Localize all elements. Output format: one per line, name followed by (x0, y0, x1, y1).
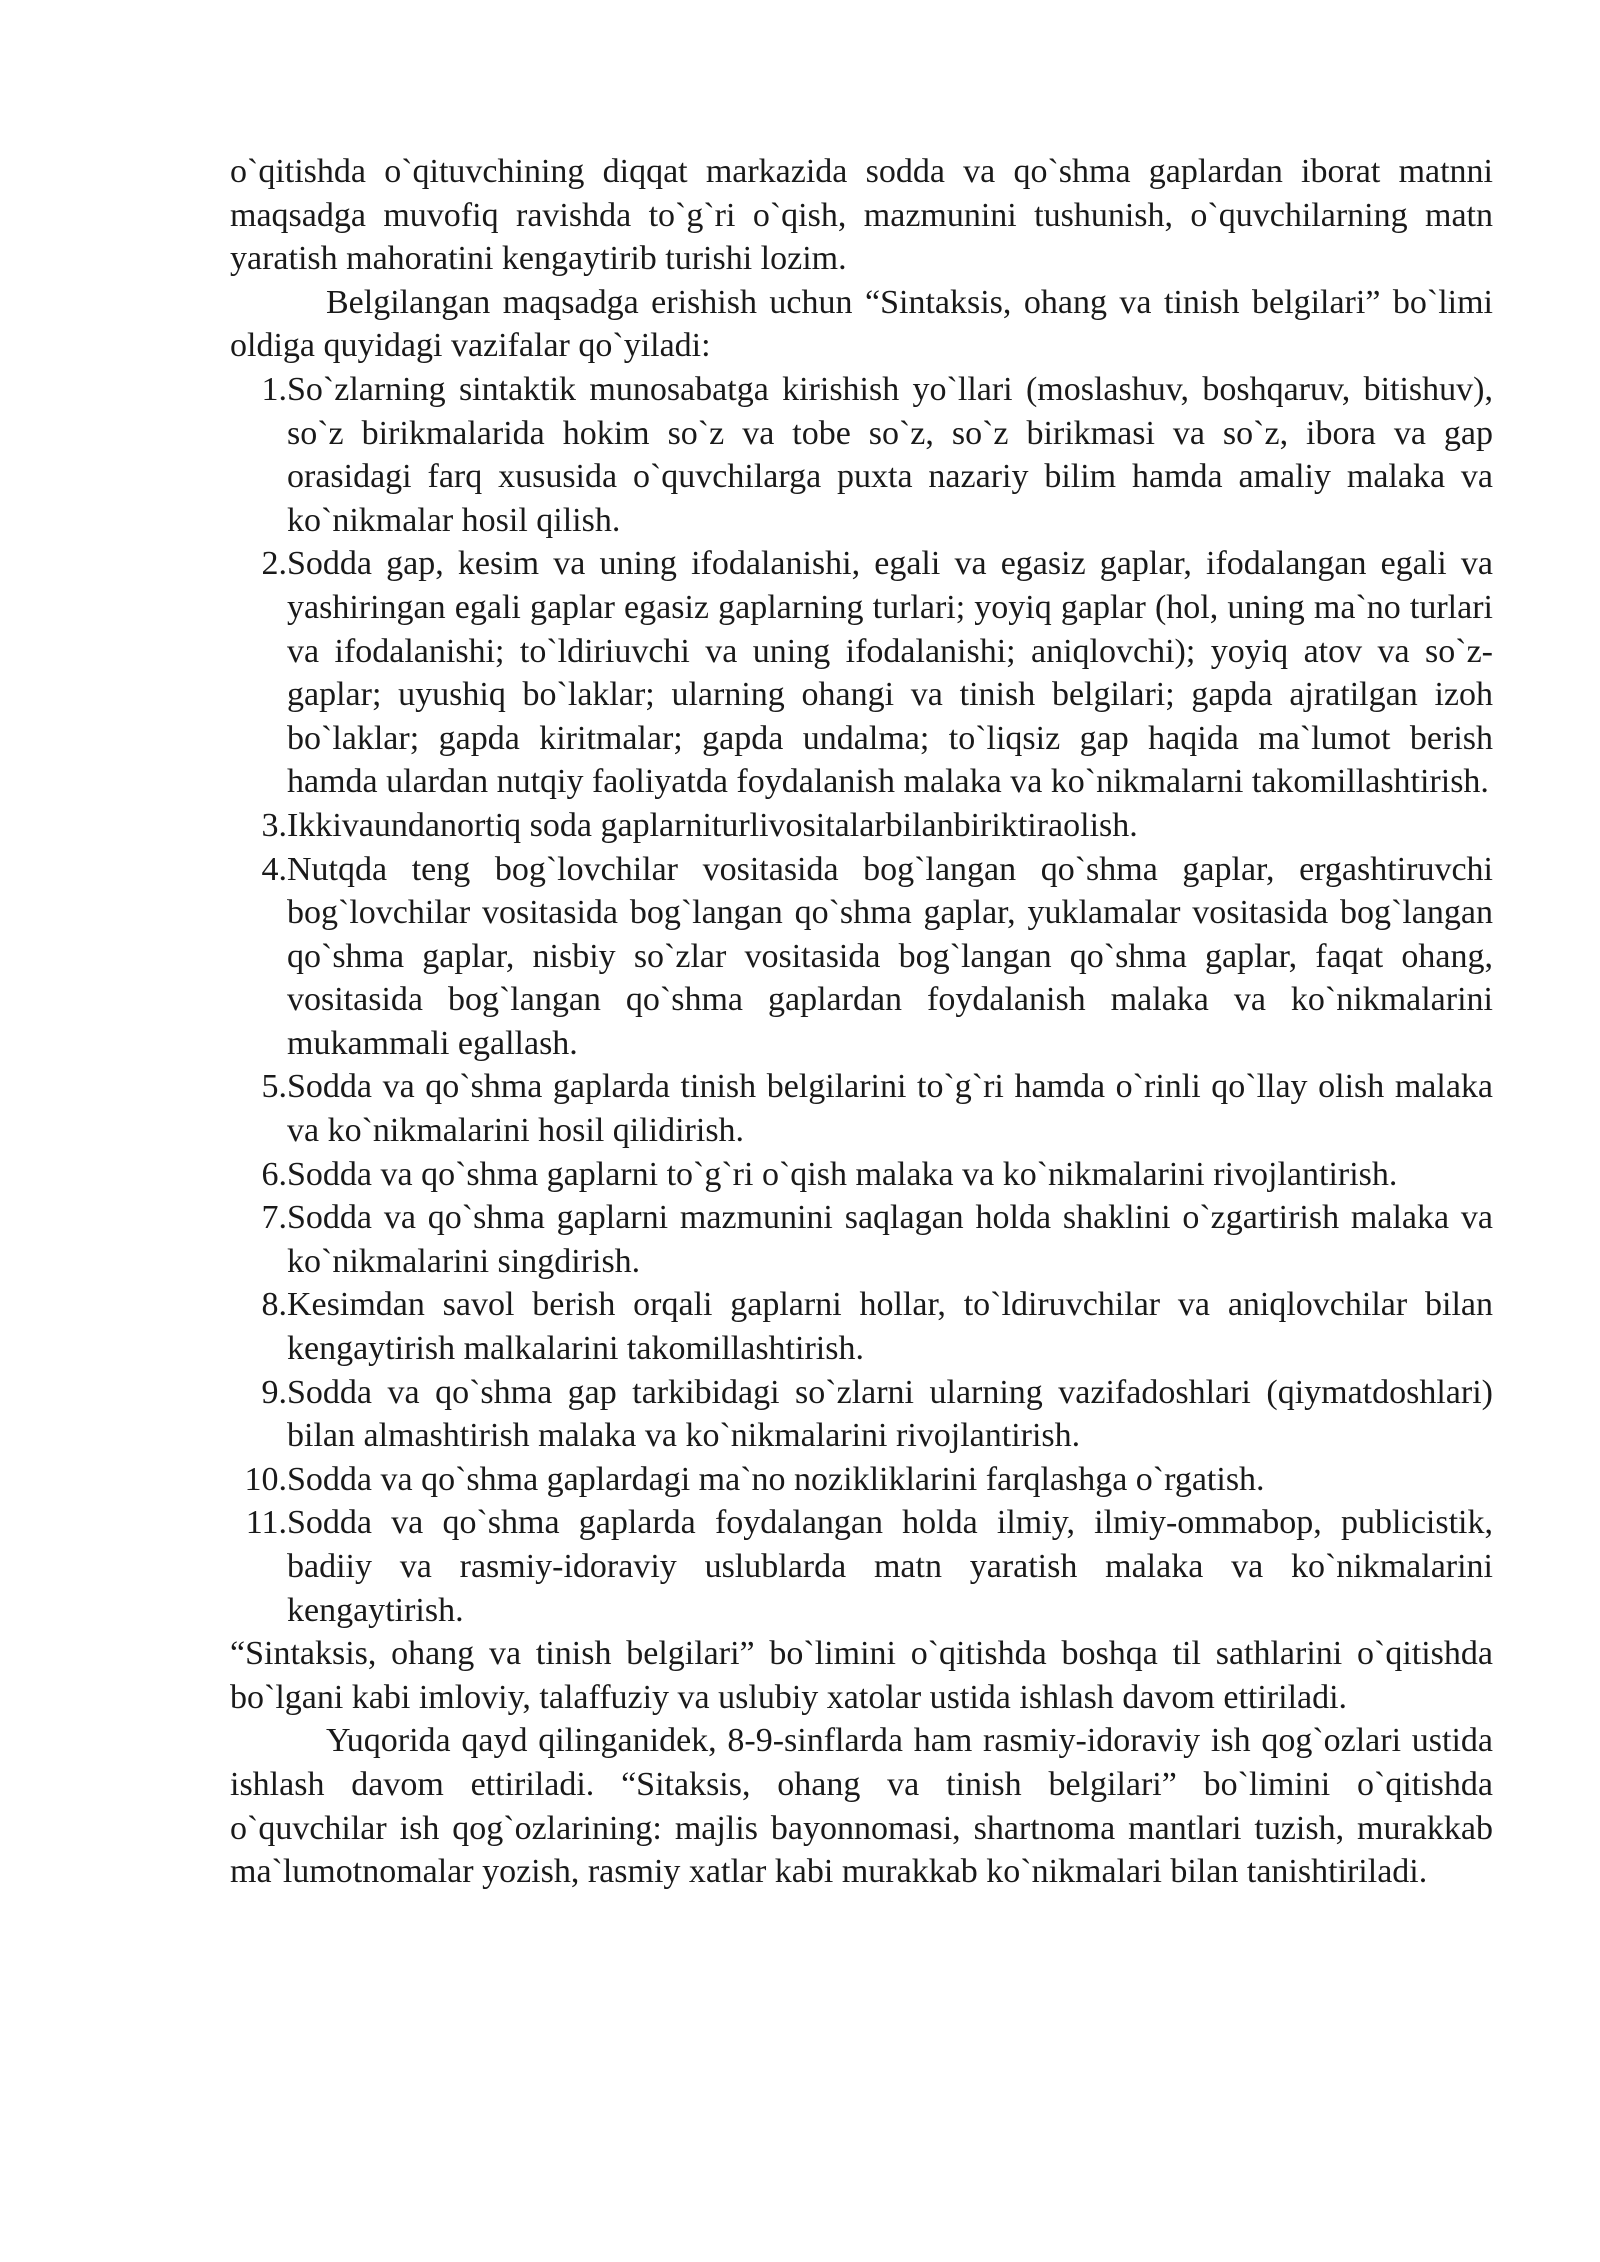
list-item (230, 804, 1493, 848)
list-item (230, 1501, 1493, 1632)
list-item-text: Sodda va qo`shma gaplardagi ma`no nozikliklarini farqlashga o`rgatish. (287, 1460, 1265, 1498)
paragraph-tasks-lead: Belgilangan maqsadga erishish uchun “Sintaksis, ohang va tinish belgilari” bo`limi oldiga quyidagi vazifalar qo`yiladi: (230, 283, 1493, 365)
paragraph-errors: “Sintaksis, ohang va tinish belgilari” bo`limini o`qitishda boshqa til sathlarini o`qitishda bo`lgani kabi imloviy, talaffuziy va uslubiy xatolar ustida ishlash davom ettiriladi. (230, 1635, 1493, 1716)
list-item-number: 8. (261, 1286, 287, 1324)
list-item-number: 5. (261, 1068, 287, 1106)
list-item (230, 1371, 1493, 1458)
list-item-text: Sodda gap, kesim va uning ifodalanishi, egali va egasiz gaplar, ifodalangan egali va yashiringan egali gaplar egasiz gaplarning turlari; yoyiq gaplar (hol, uning ma`no turlari va ifodalanishi; to`ldiriuvchi va uning ifodalanishi; aniqlovchi); yoyiq atov va so`z-gaplar; uyushiq bo`laklar; ularning ohangi va tinish belgilari; gapda ajratilgan izoh bo`laklar; gapda kiritmalar; gapda undalma; to`liqsiz gap haqida ma`lumot berish hamda ulardan nutqiy faoliyatda foydalanish malaka va ko`nikmalarni takomillashtirish. (287, 545, 1493, 801)
list-item-number: 7. (261, 1199, 287, 1237)
list-item-number: 4. (261, 850, 287, 888)
document-page (230, 150, 1493, 1894)
list-item-number: 11. (245, 1504, 287, 1542)
tasks-list (230, 368, 1493, 1632)
list-item (230, 1283, 1493, 1370)
list-item (230, 848, 1493, 1066)
list-item-text: Ikkivaundanortiq soda gaplarniturlivositalarbilanbiriktiraolish. (287, 806, 1138, 844)
paragraph-intro: o`qitishda o`qituvchining diqqat markazida sodda va qo`shma gaplardan iborat matnni maqsadga muvofiq ravishda to`g`ri o`qish, mazmunini tushunish, o`quvchilarning matn yaratish mahoratini kengaytirib turishi lozim. (230, 153, 1493, 278)
list-item-number: 2. (261, 545, 287, 583)
list-item (230, 1196, 1493, 1283)
list-item-text: Sodda va qo`shma gaplarni to`g`ri o`qish malaka va ko`nikmalarini rivojlantirish. (287, 1155, 1398, 1193)
list-item-text: Sodda va qo`shma gaplarni mazmunini saqlagan holda shaklini o`zgartirish malaka va ko`nikmalarini singdirish. (287, 1199, 1493, 1280)
list-item (230, 368, 1493, 542)
list-item-text: Sodda va qo`shma gap tarkibidagi so`zlarni ularning vazifadoshlari (qiymatdoshlari) bilan almashtirish malaka va ko`nikmalarini rivojlantirish. (287, 1373, 1493, 1455)
list-item-number: 3. (261, 806, 287, 844)
list-item-number: 10. (244, 1460, 287, 1498)
paragraph-documents: Yuqorida qayd qilinganidek, 8-9-sinflarda ham rasmiy-idoraviy ish qog`ozlari ustida ishlash davom ettiriladi. “Sitaksis, ohang va tinish belgilari” bo`limini o`qitishda o`quvchilar ish qog`ozlarining: majlis bayonnomasi, shartnoma mantlari tuzish, murakkab ma`lumotnomalar yozish, rasmiy xatlar kabi murakkab ko`nikmalari bilan tanishtiriladi. (230, 1722, 1493, 1891)
list-item-number: 9. (261, 1373, 287, 1411)
list-item-text: Nutqda teng bog`lovchilar vositasida bog`langan qo`shma gaplar, ergashtiruvchi bog`lovchilar vositasida bog`langan qo`shma gaplar, yuklamalar vositasida bog`langan qo`shma gaplar, nisbiy so`zlar vositasida bog`langan qo`shma gaplar, faqat ohang, vositasida bog`langan qo`shma gaplardan foydalanish malaka va ko`nikmalarini mukammali egallash. (287, 850, 1493, 1062)
list-item-number: 6. (261, 1155, 287, 1193)
list-item-text: Kesimdan savol berish orqali gaplarni hollar, to`ldiruvchilar va aniqlovchilar bilan kengaytirish malkalarini takomillashtirish. (287, 1286, 1493, 1368)
list-item (230, 1065, 1493, 1152)
list-item (230, 542, 1493, 804)
list-item-text: Sodda va qo`shma gaplarda foydalangan holda ilmiy, ilmiy-ommabop, publicistik, badiiy va rasmiy-idoraviy uslublarda matn yaratish malaka va ko`nikmalarini kengaytirish. (287, 1504, 1493, 1629)
list-item-number: 1. (261, 370, 287, 408)
list-item (230, 1458, 1493, 1502)
list-item-text: Sodda va qo`shma gaplarda tinish belgilarini to`g`ri hamda o`rinli qo`llay olish malaka va ko`nikmalarini hosil qilidirish. (287, 1068, 1493, 1150)
list-item-text: So`zlarning sintaktik munosabatga kirishish yo`llari (moslashuv, boshqaruv, bitishuv), so`z birikmalarida hokim so`z va tobe so`z, so`z birikmasi va so`z, ibora va gap orasidagi farq xususida o`quvchilarga puxta nazariy bilim hamda amaliy malaka va ko`nikmalar hosil qilish. (287, 370, 1493, 539)
list-item (230, 1153, 1493, 1197)
